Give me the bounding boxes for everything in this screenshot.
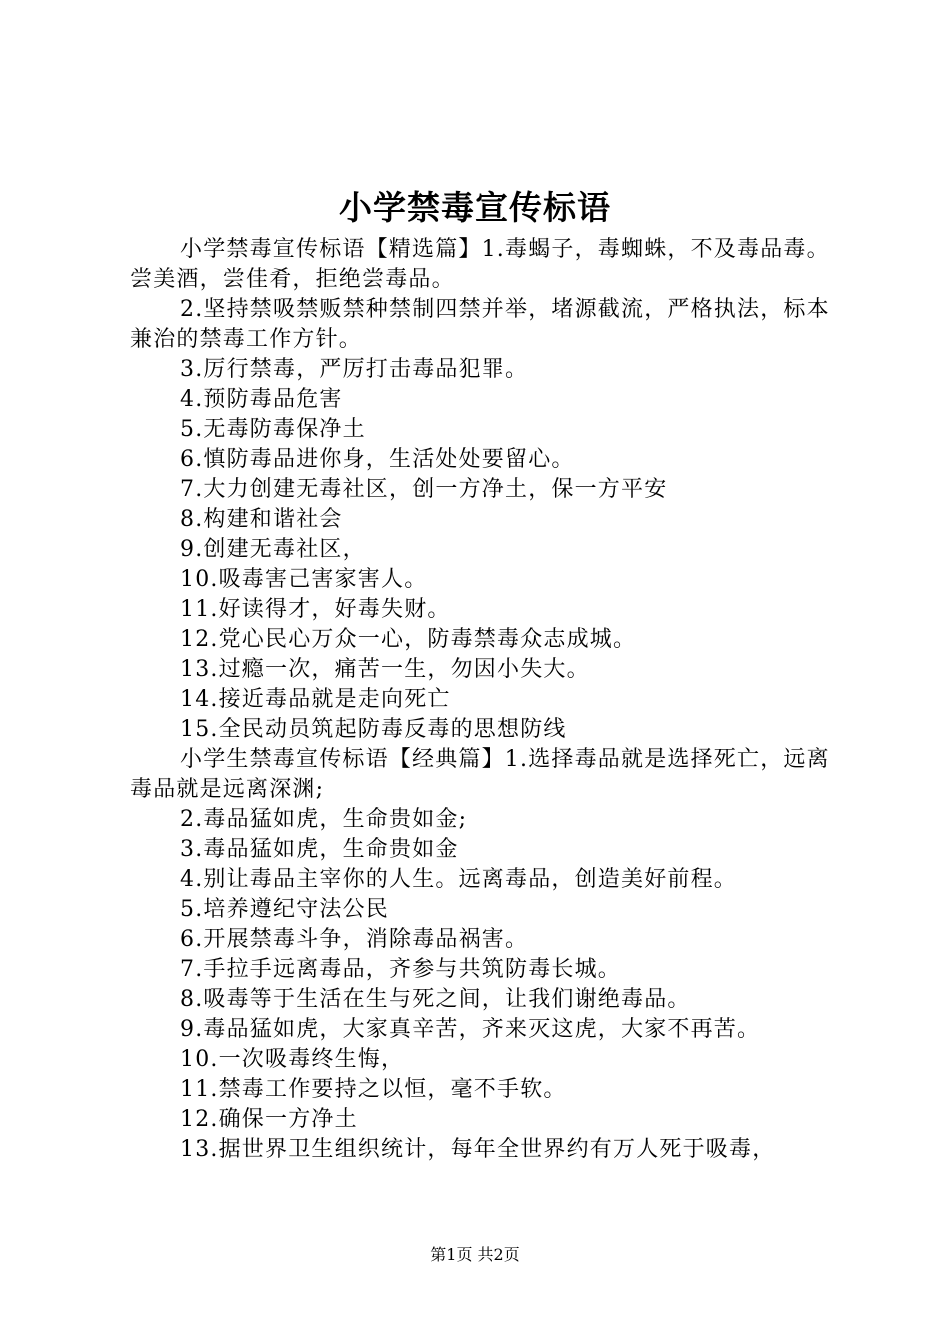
section2-item: 11.禁毒工作要持之以恒，毫不手软。 (180, 1077, 567, 1102)
section1-item: 5.无毒防毒保净土 (180, 417, 366, 442)
section1-item: 11.好读得才，好毒失财。 (180, 597, 451, 622)
section1-item: 9.创建无毒社区， (180, 537, 366, 562)
section2-item: 12.确保一方净土 (180, 1107, 358, 1132)
section2-item: 13.据世界卫生组织统计，每年全世界约有万人死于吸毒， (180, 1137, 776, 1162)
section2-item: 5.培养遵纪守法公民 (180, 897, 389, 922)
section1-item-2: 2.坚持禁吸禁贩禁种禁制四禁并举，堵源截流，严格执法，标本兼治的禁毒工作方针。 (130, 297, 830, 352)
section2-item: 10.一次吸毒终生悔， (180, 1047, 405, 1072)
section1-item: 12.党心民心万众一心，防毒禁毒众志成城。 (180, 627, 637, 652)
section2-item: 4.别让毒品主宰你的人生。远离毒品，创造美好前程。 (180, 867, 737, 892)
document-body (130, 235, 830, 1165)
section1-item: 6.慎防毒品进你身，生活处处要留心。 (180, 447, 575, 472)
section2-item: 9.毒品猛如虎，大家真辛苦，齐来灭这虎，大家不再苦。 (180, 1017, 761, 1042)
document-title: 小学禁毒宣传标语 (339, 188, 611, 227)
section2-item: 8.吸毒等于生活在生与死之间，让我们谢绝毒品。 (180, 987, 691, 1012)
section1-item: 15.全民动员筑起防毒反毒的思想防线 (180, 717, 567, 742)
section1-item: 3.厉行禁毒，严厉打击毒品犯罪。 (180, 357, 529, 382)
section2-item: 2.毒品猛如虎，生命贵如金; (180, 807, 468, 832)
page-footer: 第1页 共2页 (430, 1245, 520, 1264)
section1-item: 10.吸毒害己害家害人。 (180, 567, 428, 592)
section1-item: 7.大力创建无毒社区，创一方净土，保一方平安 (180, 477, 668, 502)
section1-item: 8.构建和谐社会 (180, 507, 343, 532)
section1-item: 13.过瘾一次，痛苦一生，勿因小失大。 (180, 657, 590, 682)
section1-item: 4.预防毒品危害 (180, 387, 343, 412)
section1-item: 14.接近毒品就是走向死亡 (180, 687, 451, 712)
section2-item: 6.开展禁毒斗争，消除毒品祸害。 (180, 927, 529, 952)
section1-intro-paragraph: 小学禁毒宣传标语【精选篇】1.毒蝎子，毒蜘蛛，不及毒品毒。尝美酒，尝佳肴，拒绝尝毒品。 (130, 237, 830, 292)
section2-intro-paragraph: 小学生禁毒宣传标语【经典篇】1.选择毒品就是选择死亡，远离毒品就是远离深渊; (130, 747, 830, 802)
section2-item: 7.手拉手远离毒品，齐参与共筑防毒长城。 (180, 957, 621, 982)
section2-item: 3.毒品猛如虎，生命贵如金 (180, 837, 459, 862)
